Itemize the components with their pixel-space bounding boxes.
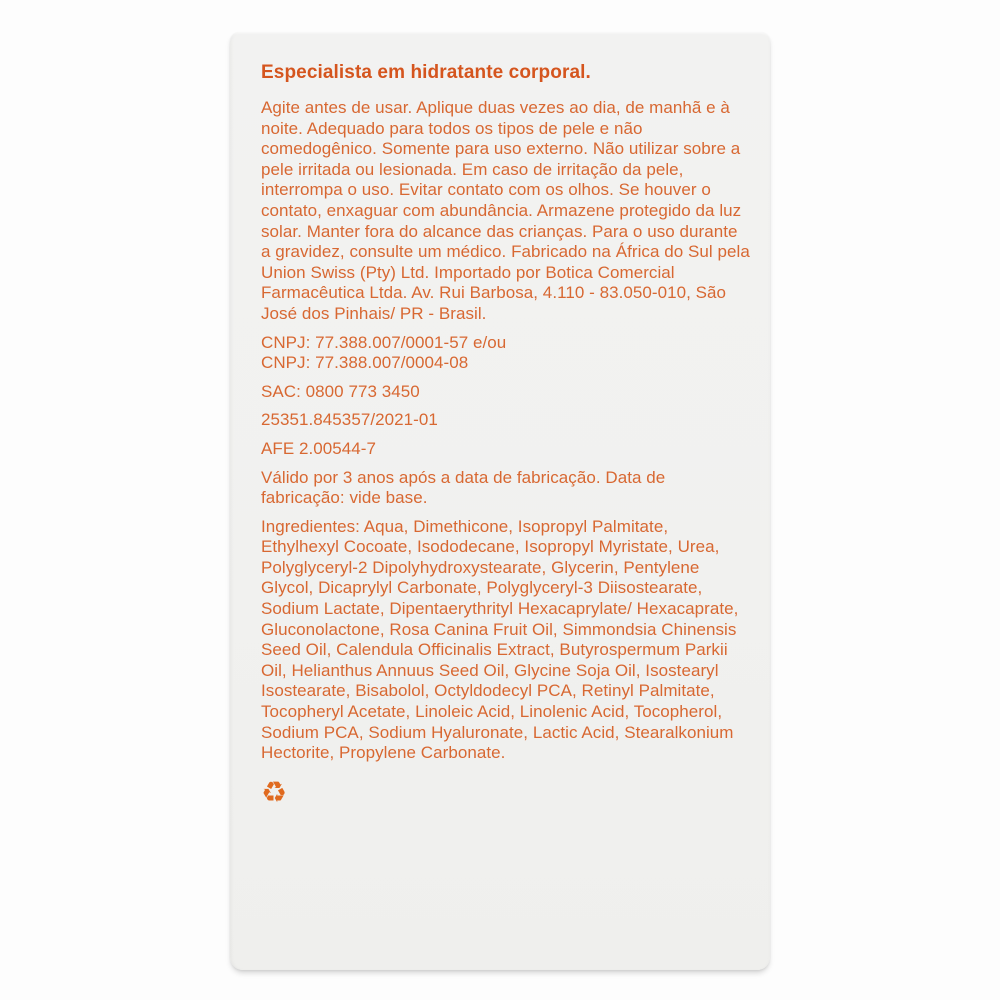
panel-content xyxy=(230,32,770,808)
recycle-icon: ♻ xyxy=(261,776,287,809)
cnpj-line-1: CNPJ: 77.388.007/0001-57 e/ou xyxy=(261,332,507,352)
panel-heading: Especialista em hidratante corporal. xyxy=(261,62,591,83)
ingredients-text: Ingredientes: Aqua, Dimethicone, Isopropyl Palmitate, Ethylhexyl Cocoate, Isododecane, Isopropyl Myristate, Urea, Polyglyceryl-2 Dipolyhydroxystearate, Glycerin, Pentylene Glycol, Dicaprylyl Carbonate, Polyglyceryl-3 Diisostearate, Sodium Lactate, Dipentaerythrityl Hexacaprylate/ Hexacaprate, Gluconolactone, Rosa Canina Fruit Oil, Simmondsia Chinensis Seed Oil, Calendula Officinalis Extract, Butyrospermum Parkii Oil, Helianthus Annuus Seed Oil, Glycine Soja Oil, Isostearyl Isostearate, Bisabolol, Octyldodecyl PCA, Retinyl Palmitate, Tocopheryl Acetate, Linoleic Acid, Linolenic Acid, Tocopherol, Sodium PCA, Sodium Hyaluronate, Lactic Acid, Stearalkonium Hectorite, Propylene Carbonate. xyxy=(261,516,739,763)
cnpj-line-2: CNPJ: 77.388.007/0004-08 xyxy=(261,353,469,373)
afe-number-text: AFE 2.00544-7 xyxy=(261,438,377,458)
registration-number-text: 25351.845357/2021-01 xyxy=(261,410,438,430)
validity-text: Válido por 3 anos após a data de fabricação. Data de fabricação: vide base. xyxy=(261,467,666,508)
usage-instructions-text: Agite antes de usar. Aplique duas vezes ao dia, de manhã e à noite. Adequado para todos os tipos de pele e não comedogênico. Somente para uso externo. Não utilizar sobre a pele irritada ou lesionada. Em caso de irritação da pele, interrompa o uso. Evitar contato com os olhos. Se houver o contato, enxaguar com abundância. Armazene protegido da luz solar. Manter fora do alcance das crianças. Para o uso durante a gravidez, consulte um médico. Fabricado na África do Sul pela Union Swiss (Pty) Ltd. Importado por Botica Comercial Farmacêutica Ltda. Av. Rui Barbosa, 4.110 - 83.050-010, São José dos Pinhais/ PR - Brasil. xyxy=(261,98,750,323)
cnpj-block xyxy=(261,333,750,374)
sac-phone-text: SAC: 0800 773 3450 xyxy=(261,381,420,401)
product-box-back-panel xyxy=(230,32,770,970)
